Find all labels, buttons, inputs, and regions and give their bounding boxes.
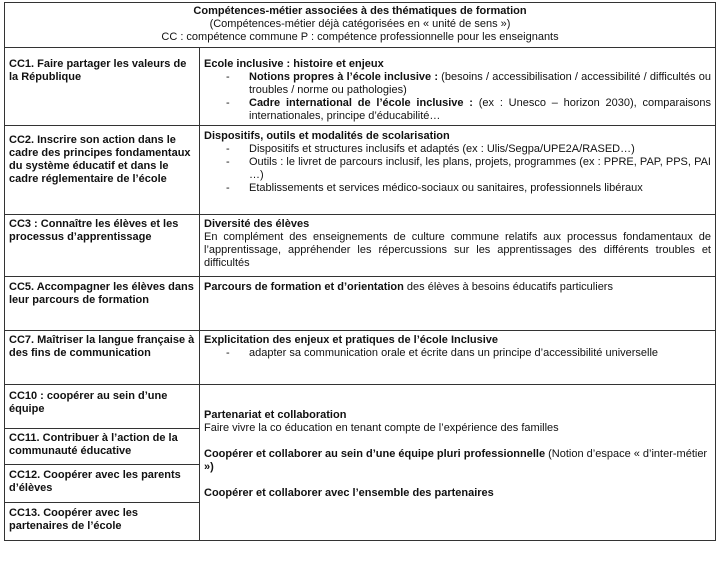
competence-cell (5, 503, 200, 541)
table-row (5, 331, 716, 385)
item-bold: Cadre international de l’école inclusive : (249, 97, 473, 109)
competence-cell (5, 48, 200, 126)
theme-cell (200, 215, 716, 277)
list-item (204, 97, 711, 123)
competence-cell (5, 465, 200, 503)
theme-text-end: ») (204, 461, 214, 473)
theme-title: Coopérer et collaborer avec l’ensemble des partenaires (204, 487, 494, 499)
theme-list (204, 347, 711, 360)
competence-label: CC2. Inscrire son action dans le cadre des principes fondamentaux du système éducatif et dans le cadre réglementaire de l’école (9, 134, 191, 185)
item-text: (besoins / accessibilisation / accessibilité / difficultés ou troubles / norme ou pathologies) (249, 71, 711, 96)
theme-list (204, 71, 711, 123)
competence-cell (5, 429, 200, 465)
theme-text: Faire vivre la co éducation en tenant compte de l’expérience des familles (204, 422, 559, 434)
table-title: Compétences-métier associées à des thématiques de formation (193, 5, 527, 17)
item-text: (ex : Unesco – horizon 2030), comparaisons internationales, principe d’éducabilité… (249, 97, 711, 122)
theme-text: (Notion d’espace « d’inter-métier (545, 448, 708, 460)
table-row (5, 126, 716, 215)
theme-cell (200, 277, 716, 331)
list-item: - Etablissements et services médico-sociaux ou sanitaires, professionnels libéraux (204, 182, 711, 195)
theme-title: Ecole inclusive : histoire et enjeux (204, 58, 384, 70)
list-item: - Outils : le livret de parcours inclusif, les plans, projets, programmes (ex : PPRE, PAP, PPS, PAI …) (204, 156, 711, 182)
table-legend: CC : compétence commune P : compétence professionnelle pour les enseignants (161, 31, 559, 43)
theme-suffix: des élèves à besoins éducatifs particuliers (403, 281, 613, 293)
competence-label: CC13. Coopérer avec les partenaires de l’école (9, 507, 139, 532)
theme-title: Diversité des élèves (204, 218, 310, 230)
item-bold: Notions propres à l’école inclusive : (249, 71, 438, 83)
theme-cell (200, 331, 716, 385)
theme-cell (200, 126, 716, 215)
competence-cell (5, 215, 200, 277)
competence-label: CC1. Faire partager les valeurs de la République (9, 58, 187, 83)
competence-cell (5, 385, 200, 429)
competence-label: CC3 : Connaître les élèves et les processus d’apprentissage (9, 218, 179, 243)
table-row (5, 48, 716, 126)
competence-label: CC10 : coopérer au sein d’une équipe (9, 390, 168, 415)
competence-cell (5, 126, 200, 215)
competence-label: CC7. Maîtriser la langue française à des fins de communication (9, 334, 195, 359)
competence-cell (5, 331, 200, 385)
theme-cell (200, 385, 716, 541)
table-header-row (5, 3, 716, 48)
theme-title: Parcours de formation et d’orientation (204, 281, 404, 293)
list-item: - adapter sa communication orale et écrite dans un principe d’accessibilité universelle (204, 347, 711, 360)
table-row (5, 215, 716, 277)
competence-cell (5, 277, 200, 331)
table-subtitle: (Compétences-métier déjà catégorisées en « unité de sens ») (209, 18, 511, 30)
competences-table (4, 2, 716, 541)
theme-title: Coopérer et collaborer au sein d’une équipe pluri professionnelle (204, 448, 546, 460)
competence-label: CC11. Contribuer à l’action de la communauté éducative (9, 432, 178, 457)
theme-title: Explicitation des enjeux et pratiques de l’école Inclusive (204, 334, 499, 346)
list-item (204, 71, 711, 97)
table-row (5, 277, 716, 331)
table-row (5, 385, 716, 429)
theme-cell (200, 48, 716, 126)
theme-title: Dispositifs, outils et modalités de scolarisation (204, 130, 450, 142)
theme-list (204, 143, 711, 195)
theme-title: Partenariat et collaboration (204, 409, 347, 421)
table-header (5, 3, 716, 48)
list-item: - Dispositifs et structures inclusifs et adaptés (ex : Ulis/Segpa/UPE2A/RASED…) (204, 143, 711, 156)
theme-text: En complément des enseignements de culture commune relatifs aux processus fondamentaux de l’apprentissage, appréhender les répercussions sur les apprentissages des différents troubles et difficultés (204, 231, 711, 269)
theme-paragraph (204, 448, 711, 474)
competence-label: CC12. Coopérer avec les parents d’élèves (9, 469, 181, 494)
competence-label: CC5. Accompagner les élèves dans leur parcours de formation (9, 281, 194, 306)
document (4, 2, 716, 571)
